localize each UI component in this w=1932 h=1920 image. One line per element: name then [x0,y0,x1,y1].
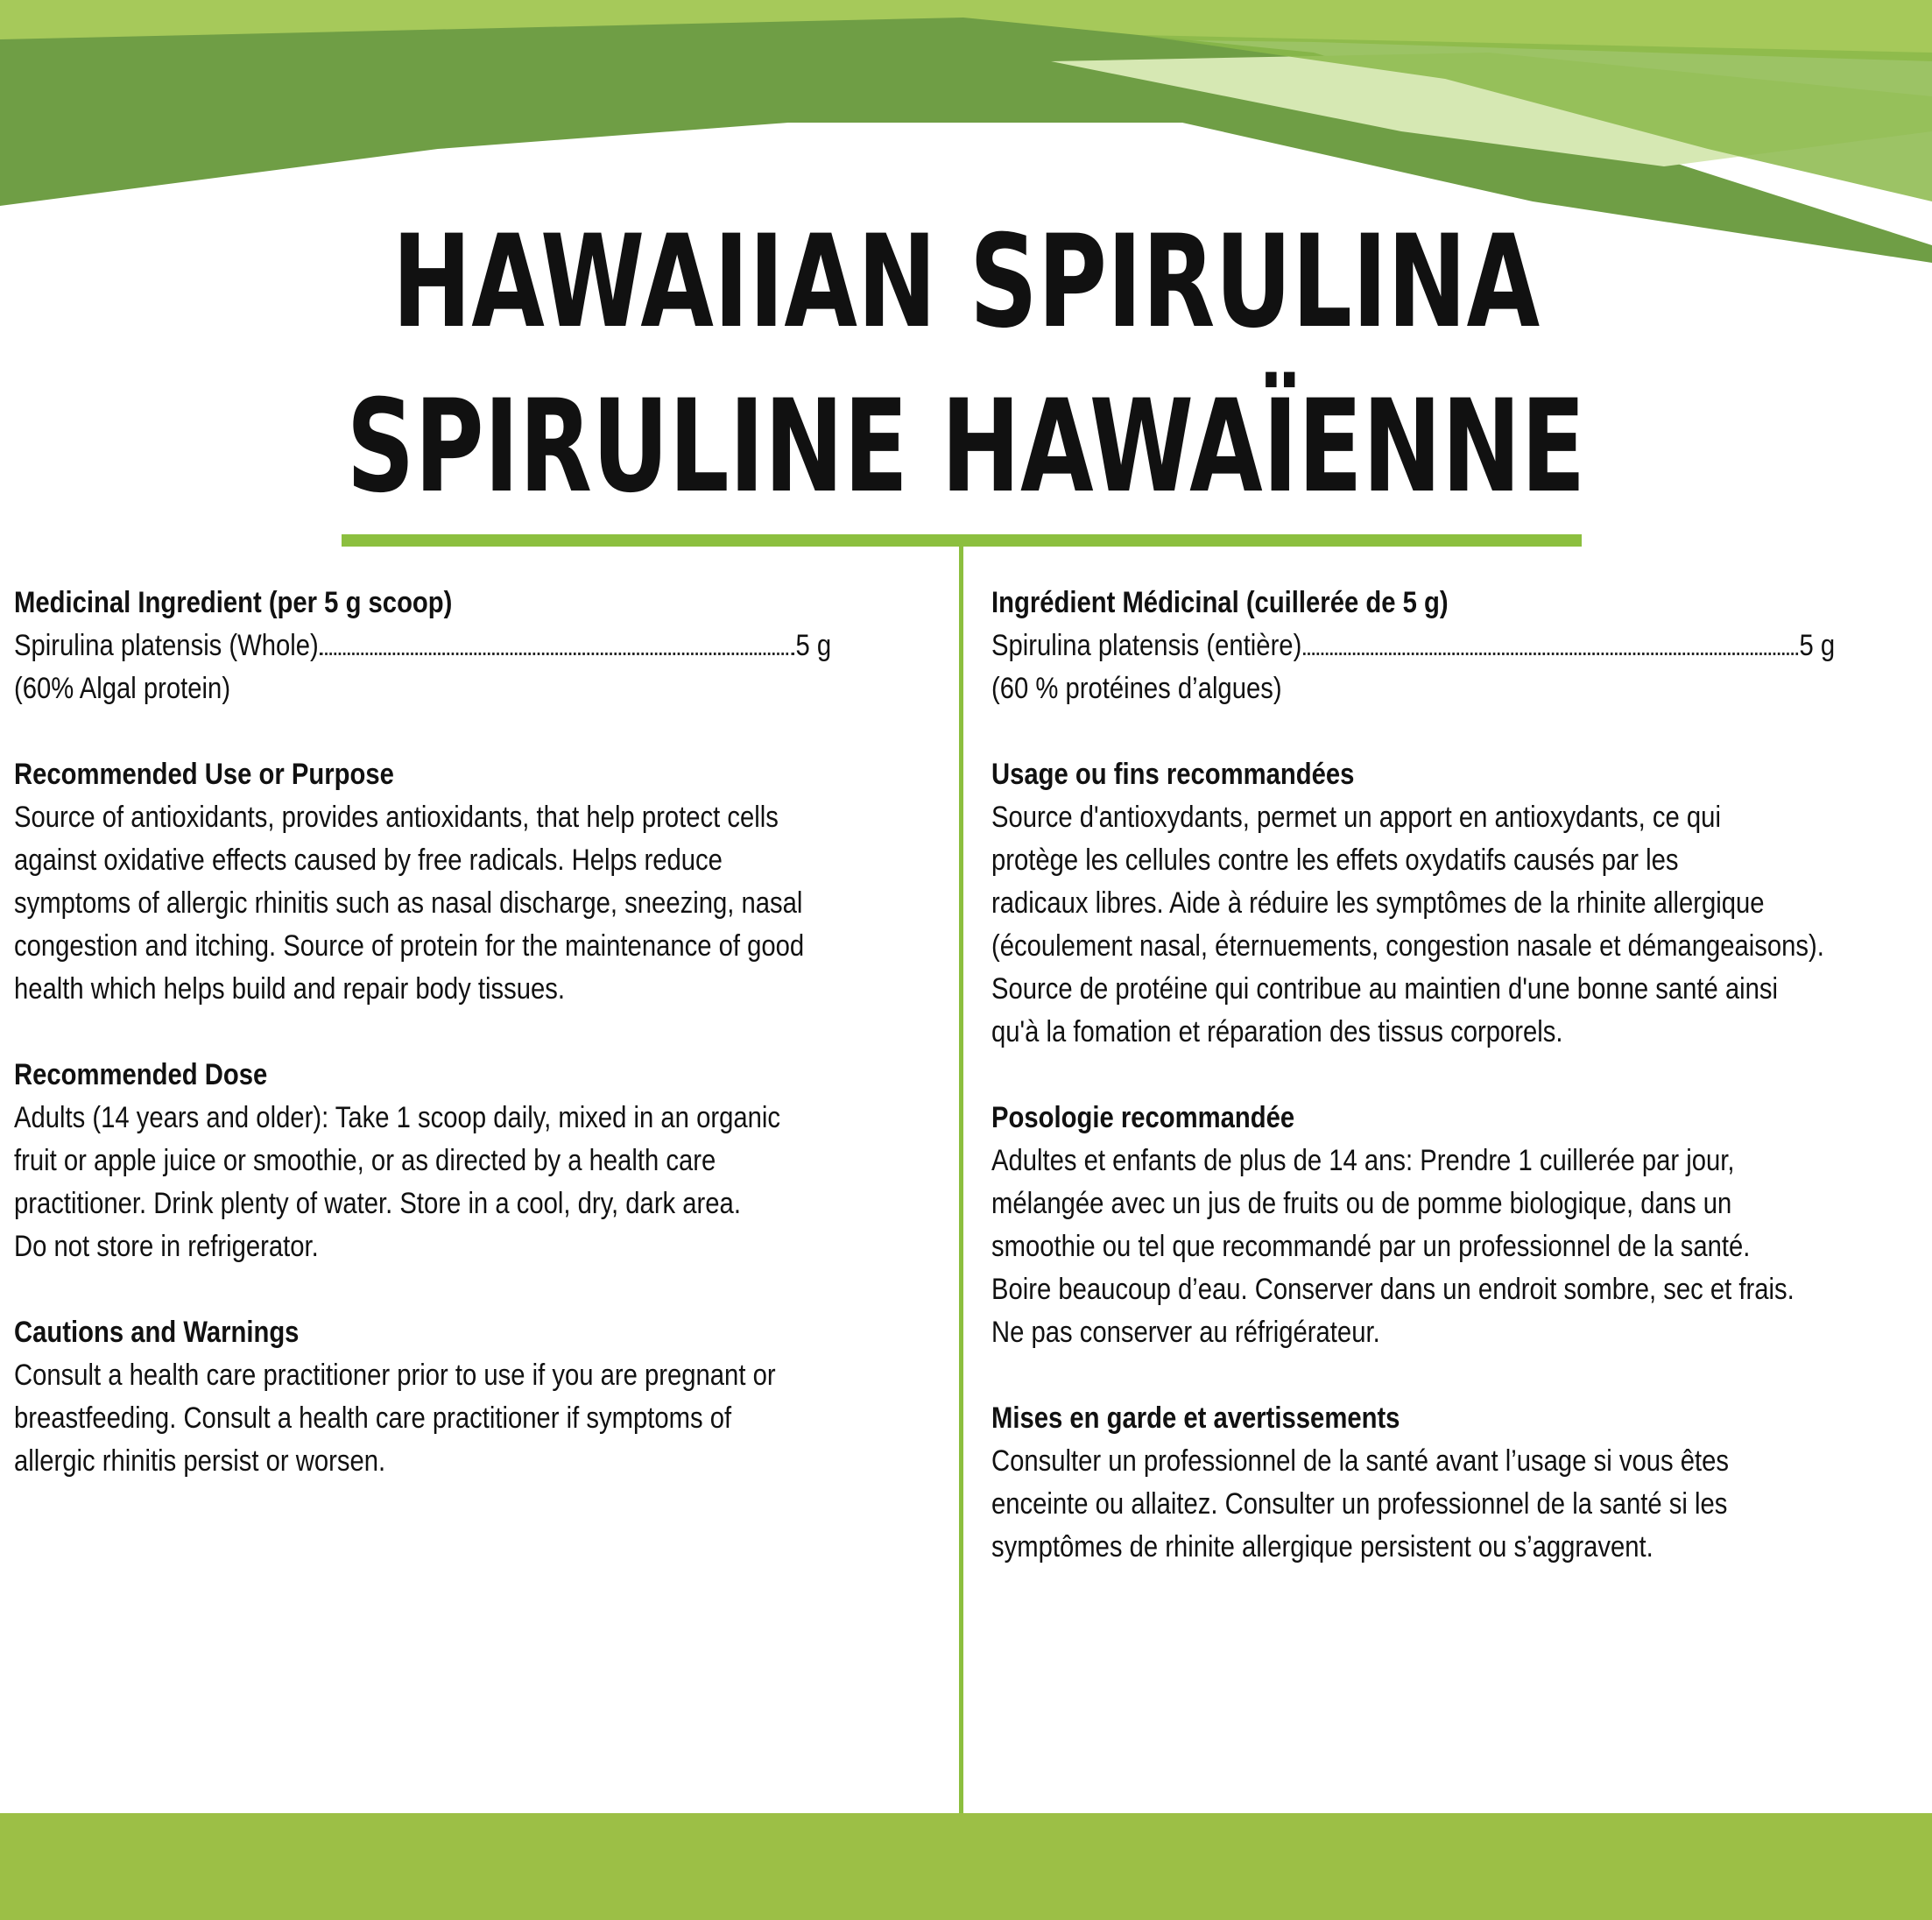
ingredient-row [14,625,831,667]
recommended-use-text-fr: Source d'antioxydants, permet un apport en antioxydants, ce qui protège les cellules contre les effets oxydatifs causés par les radicaux libres. Aide à réduire les symptômes de la rhinite allergique (écoulement nasal, éternuements, congestion nasale et démangeaisons). Source de protéine qui contribue au maintien d'une bonne santé ainsi qu'à la fomation et réparation des tissus corporels. [991,801,1824,1048]
recommended-dose-heading-fr: Posologie recommandée [991,1101,1295,1134]
recommended-dose-section [14,1054,933,1268]
medicinal-ingredient-section [14,582,933,710]
ingredient-note: (60% Algal protein) [14,672,231,705]
product-title [0,200,1932,529]
ingredient-note-fr: (60 % protéines d’algues) [991,672,1282,705]
medicinal-ingredient-section-fr [991,582,1918,710]
title-french: SPIRULINE HAWAÏENNE [346,372,1586,521]
cautions-heading-fr: Mises en garde et avertissements [991,1401,1400,1435]
dot-leader-fr [1303,653,1798,655]
title-underline [342,534,1582,547]
recommended-use-heading: Recommended Use or Purpose [14,758,394,791]
ingredient-name-fr: Spirulina platensis (entière) [991,629,1302,662]
cautions-section-fr [991,1397,1918,1569]
ingredient-amount: 5 g [795,629,832,662]
recommended-use-heading-fr: Usage ou fins recommandées [991,758,1355,791]
ingredient-row-fr [991,625,1835,667]
recommended-use-section [14,753,933,1011]
medicinal-ingredient-heading: Medicinal Ingredient (per 5 g scoop) [14,586,453,619]
french-column [991,582,1918,1612]
cautions-section [14,1311,933,1483]
recommended-dose-text-fr: Adultes et enfants de plus de 14 ans: Prendre 1 cuillerée par jour, mélangée avec un jus de fruits ou de pomme biologique, dans un smoothie ou tel que recommandé par un professionnel de la santé. Boire beaucoup d’eau. Conserver dans un endroit sombre, sec et frais. Ne pas conserver au réfrigérateur. [991,1144,1795,1349]
column-divider [959,547,963,1813]
cautions-text: Consult a health care practitioner prior to use if you are pregnant or breastfeeding. Consult a health care practitioner if symptoms of allergic rhinitis persist or worsen. [14,1359,776,1478]
footer-green-bar [0,1813,1932,1920]
ingredient-name: Spirulina platensis (Whole) [14,629,319,662]
english-column [14,582,933,1526]
dot-leader [321,653,794,655]
ingredient-amount-fr: 5 g [1799,629,1836,662]
recommended-use-section-fr [991,753,1918,1054]
title-english: HAWAIIAN SPIRULINA [391,208,1541,356]
recommended-dose-section-fr [991,1097,1918,1354]
recommended-use-text: Source of antioxidants, provides antioxidants, that help protect cells against oxidative effects caused by free radicals. Helps reduce symptoms of allergic rhinitis such as nasal discharge, sneezing, nasal congestion and itching. Source of protein for the maintenance of good health which helps build and repair body tissues. [14,801,805,1006]
recommended-dose-text: Adults (14 years and older): Take 1 scoop daily, mixed in an organic fruit or apple juice or smoothie, or as directed by a health care practitioner. Drink plenty of water. Store in a cool, dry, dark area. Do not store in refrigerator. [14,1101,780,1263]
cautions-heading: Cautions and Warnings [14,1316,300,1349]
recommended-dose-heading: Recommended Dose [14,1058,268,1091]
cautions-text-fr: Consulter un professionnel de la santé avant l’usage si vous êtes enceinte ou allaitez. Consulter un professionnel de la santé si les symptômes de rhinite allergique persistent ou s’aggravent. [991,1444,1729,1564]
medicinal-ingredient-heading-fr: Ingrédient Médicinal (cuillerée de 5 g) [991,586,1449,619]
